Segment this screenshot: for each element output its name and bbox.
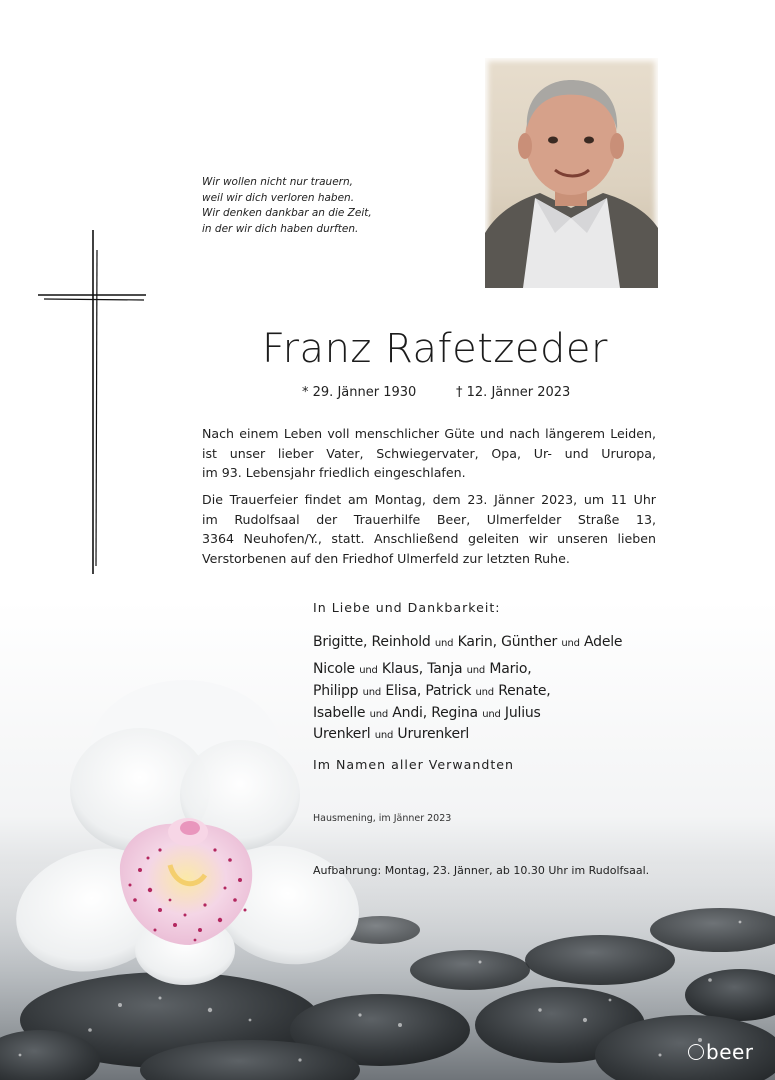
poem-line: weil wir dich verloren haben. — [202, 191, 355, 204]
mourner-name: Nicole — [313, 661, 355, 677]
paragraph-line: 3364 Neuhofen/Y., statt. Anschließend geleiten wir unseren lieben — [202, 531, 656, 546]
paragraph-line: Nach einem Leben voll menschlicher Güte und nach längerem Leiden, — [202, 426, 656, 441]
logo-mark-icon — [688, 1044, 704, 1060]
closing-relatives: Im Namen aller Verwandten — [313, 757, 514, 772]
beer-logo — [688, 1040, 754, 1064]
mourner-name: Mario, — [489, 661, 532, 677]
funeral-paragraph — [202, 490, 656, 568]
mourner-name: Klaus, Tanja — [381, 661, 463, 677]
mourner-name: Andi, Regina — [392, 705, 478, 721]
portrait-photo — [485, 58, 658, 288]
mourner-row — [313, 681, 551, 703]
paragraph-line: im Rudolfsaal der Trauerhilfe Beer, Ulmerfelder Straße 13, — [202, 511, 656, 527]
mourner-name: Isabelle — [313, 705, 366, 721]
closing-love: In Liebe und Dankbarkeit: — [313, 600, 501, 615]
paragraph-line: im 93. Lebensjahr friedlich eingeschlafen. — [202, 465, 466, 480]
connector: und — [359, 665, 378, 676]
mourner-name: Elisa, Patrick — [385, 683, 472, 699]
connector: und — [362, 687, 382, 698]
mourner-name: Urenkerl — [313, 726, 371, 742]
connector: und — [369, 709, 388, 720]
mourner-name: Brigitte, Reinhold — [313, 634, 431, 650]
portrait-illustration — [485, 58, 658, 288]
poem-line: Wir denken dankbar an die Zeit, — [202, 207, 372, 219]
paragraph-line: Verstorbenen auf den Friedhof Ulmerfeld zur letzten Ruhe. — [202, 550, 570, 566]
poem — [202, 175, 442, 237]
logo-text: beer — [706, 1040, 754, 1064]
poem-line: in der wir dich haben durften. — [202, 222, 359, 235]
mourners-children — [313, 632, 622, 654]
paragraph-line: ist unser lieber Vater, Schwiegervater, Opa, Ur- und Ururopa, — [202, 445, 656, 461]
mourner-row — [313, 703, 551, 725]
mourner-name: Ururenkerl — [397, 726, 470, 742]
death-date: † 12. Jänner 2023 — [456, 385, 571, 400]
connector: und — [466, 665, 486, 676]
poem-line: Wir wollen nicht nur trauern, — [202, 176, 353, 188]
connector: und — [482, 709, 501, 720]
mourners-great-grandchildren — [313, 724, 469, 746]
connector: und — [374, 730, 394, 741]
birth-date: * 29. Jänner 1930 — [302, 385, 417, 400]
place-date: Hausmening, im Jänner 2023 — [313, 813, 452, 824]
connector: und — [475, 687, 494, 698]
connector: und — [434, 638, 454, 649]
mourner-name: Adele — [584, 634, 623, 650]
mourner-name: Renate, — [498, 683, 551, 699]
mourner-name: Julius — [504, 705, 541, 721]
cross-icon — [36, 228, 148, 576]
announcement-paragraph — [202, 424, 656, 483]
mourner-row — [313, 659, 551, 681]
deceased-name: Franz Rafetzeder — [262, 326, 608, 372]
paragraph-line: Die Trauerfeier findet am Montag, dem 23. Jänner 2023, um 11 Uhr — [202, 492, 656, 507]
connector: und — [561, 638, 580, 649]
mourners-grandchildren — [313, 659, 551, 725]
mourner-name: Philipp — [313, 683, 359, 699]
viewing-info: Aufbahrung: Montag, 23. Jänner, ab 10.30 Uhr im Rudolfsaal. — [313, 864, 650, 877]
mourner-name: Karin, Günther — [457, 634, 558, 650]
